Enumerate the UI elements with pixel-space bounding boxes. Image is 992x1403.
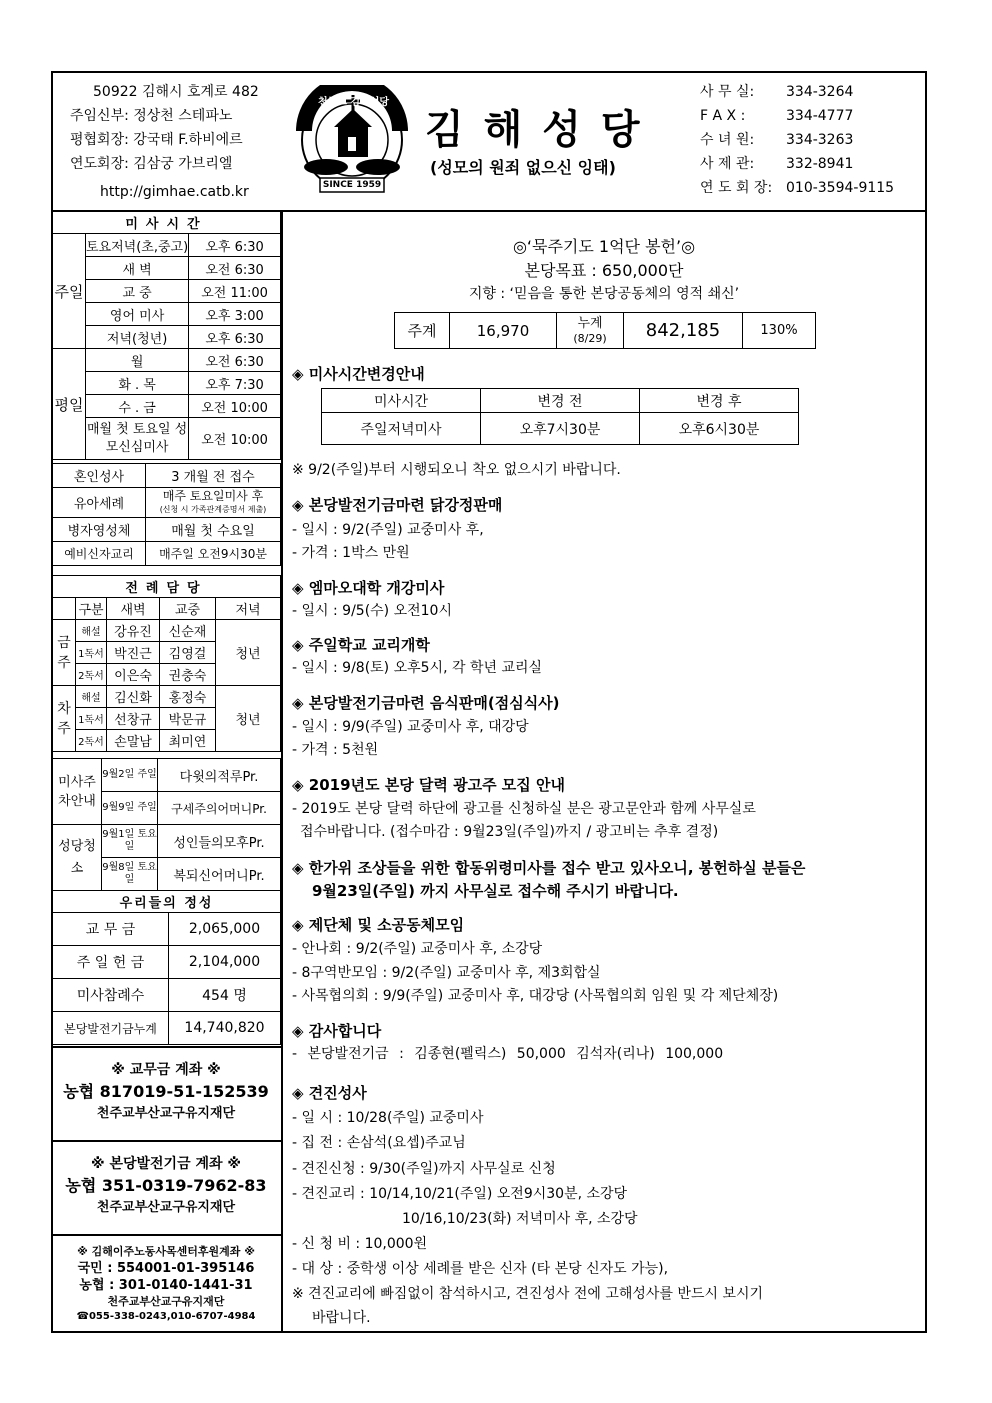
person: 신순재 — [160, 620, 216, 642]
notice-heading: ◈ 제단체 및 소공동체모임 — [292, 916, 465, 934]
person: 권충숙 — [160, 664, 216, 686]
mass-time: 오전 10:00 — [189, 395, 281, 418]
evening-group: 청년 — [216, 620, 281, 686]
mass-time: 오전 11:00 — [189, 280, 281, 303]
notice-line: - 안나회 : 9/2(주일) 교중미사 후, 소강당 — [292, 941, 543, 957]
offering-name: 주 일 헌 금 — [53, 946, 169, 979]
mass-name: 저녁(청년) — [86, 326, 189, 349]
notice-line: - 본당발전기금 : 김종현(펠릭스) 50,000 김석자(리나) 100,000 — [292, 1046, 724, 1062]
address: 50922 김해시 호계로 482 — [93, 84, 259, 100]
weekday-label: 평일 — [53, 349, 86, 460]
logo-text: 천주교 김해성당 — [317, 97, 390, 108]
liturgy-table — [52, 575, 281, 752]
contact-legion: 연 도 회 장: 010-3594-9115 — [700, 180, 895, 196]
notice-line: 바랍니다. — [312, 1310, 371, 1326]
account-owner: 천주교부산교구유지재단 — [107, 1295, 225, 1308]
page-title: 김해성당 — [425, 106, 660, 153]
notice-line: - 일시 : 9/9(주일) 교중미사 후, 대강당 — [292, 719, 529, 735]
offering-value: 2,104,000 — [169, 946, 281, 979]
notice-line: - 견진교리 : 10/14,10/21(주일) 오전9시30분, 소강당 — [292, 1186, 628, 1202]
notice-heading: ◈ 2019년도 본당 달력 광고주 모집 안내 — [292, 776, 565, 794]
offering-value: 454 명 — [169, 979, 281, 1012]
offering-table — [52, 890, 281, 1045]
change-col-header: 미사시간 — [322, 389, 481, 413]
person: 박진근 — [107, 642, 160, 664]
account-number: 국민 : 554001-01-395146 — [77, 1261, 255, 1276]
offering-name: 본당발전기금누계 — [53, 1012, 169, 1045]
page-subtitle: (성모의 원죄 없으신 잉태) — [430, 158, 616, 177]
week-label: 주계 — [395, 313, 450, 349]
pastor: 주임신부: 정상천 스테파노 — [70, 108, 233, 124]
next-week-label: 차주 — [53, 686, 76, 752]
notice-line: - 대 상 : 중학생 이상 세례를 받은 신자 (타 본당 신자도 가능), — [292, 1261, 669, 1277]
liturgy-heading: 전례담당 — [53, 576, 281, 598]
notice-line: - 2019도 본당 달력 하단에 광고를 신청하실 분은 광고문안과 함께 사무실로 — [292, 801, 756, 817]
account-box-3 — [51, 1234, 281, 1324]
change-cell: 오후6시30분 — [640, 413, 799, 445]
clean-label: 성당청소 — [53, 825, 102, 891]
notice-line: - 일시 : 9/5(수) 오전10시 — [292, 603, 452, 619]
notice-heading: ◈ 본당발전기금마련 음식판매(점심식사) — [292, 694, 560, 712]
notice-line: - 일시 : 9/2(주일) 교중미사 후, — [292, 522, 484, 538]
person: 최미연 — [160, 730, 216, 752]
contact-convent: 수 녀 원: 334-3263 — [700, 132, 854, 148]
mass-schedule-table — [52, 211, 281, 460]
account-number: 농협 351-0319-7962-83 — [65, 1176, 267, 1195]
mass-time: 오전 6:30 — [189, 349, 281, 372]
person: 손말남 — [107, 730, 160, 752]
notice-heading: ◈ 본당발전기금마련 닭강정판매 — [292, 496, 503, 514]
guide-table — [52, 758, 281, 891]
mass-time: 오후 3:00 — [189, 303, 281, 326]
person: 선창규 — [107, 708, 160, 730]
mass-time: 오후 6:30 — [189, 326, 281, 349]
sacrament-value: 매주 토요일미사 후 (신청 시 가족관계증명서 제출) — [146, 488, 281, 518]
mass-time: 오후 7:30 — [189, 372, 281, 395]
legion-president: 연도회장: 김삼궁 가브리엘 — [70, 156, 233, 172]
offering-name: 교 무 금 — [53, 913, 169, 946]
mass-time: 오전 6:30 — [189, 257, 281, 280]
rosary-count-table — [394, 312, 816, 349]
notice-heading: ◈ 감사합니다 — [292, 1022, 382, 1040]
sacrament-value: 매주일 오전9시30분 — [146, 542, 281, 566]
guide-group: 다윗의적루Pr. — [158, 759, 281, 792]
col-header: 새벽 — [107, 598, 160, 620]
guide-group: 성인들의모후Pr. — [158, 825, 281, 858]
person: 이은숙 — [107, 664, 160, 686]
account-number: 농협 817019-51-152539 — [63, 1082, 269, 1101]
rosary-goal: 본당목표 : 650,000단 — [524, 261, 684, 280]
mass-name: 매월 첫 토요일 성모신심미사 — [86, 418, 189, 460]
notice-line: ※ 견진교리에 빠짐없이 참석하시고, 견진성사 전에 고해성사를 반드시 보시기 — [292, 1286, 764, 1302]
account-box-1 — [51, 1046, 281, 1124]
notice-line: - 사목협의회 : 9/9(주일) 교중미사 후, 대강당 (사목협의회 임원 및 각 제단체장) — [292, 988, 779, 1004]
account-box-2 — [51, 1140, 281, 1218]
evening-group: 청년 — [216, 686, 281, 752]
contact-office: 사 무 실: 334-3264 — [700, 84, 854, 100]
logo-since: SINCE 1959 — [322, 180, 382, 190]
offering-name: 미사참례수 — [53, 979, 169, 1012]
total-label: 누계 (8/29) — [557, 313, 624, 349]
account-number: 농협 : 301-0140-1441-31 — [79, 1278, 253, 1293]
mass-name: 화 . 목 — [86, 372, 189, 395]
rosary-title: ◎‘묵주기도 1억단 봉헌’◎ — [512, 237, 696, 256]
role: 해설 — [76, 686, 107, 708]
column-divider — [281, 210, 283, 1333]
person: 김영걸 — [160, 642, 216, 664]
account-phone: ☎055-338-0243,010-6707-4984 — [76, 1311, 256, 1322]
account-title: ※ 김해이주노동사목센터후원계좌 ※ — [77, 1245, 255, 1258]
role: 2독서 — [76, 730, 107, 752]
col-header: 교중 — [160, 598, 216, 620]
role: 1독서 — [76, 642, 107, 664]
contact-rectory: 사 제 관: 332-8941 — [700, 156, 854, 172]
notice-heading: ◈ 주일학교 교리개학 — [292, 636, 430, 654]
sacrament-name: 예비신자교리 — [53, 542, 146, 566]
notice-line: - 일 시 : 10/28(주일) 교중미사 — [292, 1110, 484, 1126]
percent: 130% — [743, 313, 816, 349]
notice-line: 10/16,10/23(화) 저녁미사 후, 소강당 — [402, 1211, 638, 1227]
account-owner: 천주교부산교구유지재단 — [96, 1106, 236, 1121]
guide-date: 9월9일 주일 — [102, 792, 158, 825]
person: 박문규 — [160, 708, 216, 730]
notice-line: 접수바랍니다. (접수마감 : 9월23일(주일)까지 / 광고비는 추후 결정) — [300, 824, 719, 840]
account-title: ※ 본당발전기금 계좌 ※ — [90, 1156, 242, 1172]
guide-date: 9월2일 주일 — [102, 759, 158, 792]
change-cell: 오후7시30분 — [481, 413, 640, 445]
sacrament-value: 매월 첫 수요일 — [146, 518, 281, 542]
week-value: 16,970 — [450, 313, 557, 349]
change-col-header: 변경 전 — [481, 389, 640, 413]
notice-line: - 견진신청 : 9/30(주일)까지 사무실로 신청 — [292, 1161, 556, 1177]
mass-time: 오전 10:00 — [189, 418, 281, 460]
sacrament-name: 유아세례 — [53, 488, 146, 518]
notice-line: - 가격 : 5천원 — [292, 742, 379, 758]
notice-line: - 가격 : 1박스 만원 — [292, 545, 410, 561]
sacrament-table — [52, 463, 281, 566]
notice-heading: ◈ 견진성사 — [292, 1084, 367, 1102]
sacrament-name: 병자영성체 — [53, 518, 146, 542]
guide-date: 9월1일 토요일 — [102, 825, 158, 858]
guide-date: 9월8일 토요일 — [102, 858, 158, 891]
sunday-label: 주일 — [53, 234, 86, 349]
role: 1독서 — [76, 708, 107, 730]
notice-heading: ◈ 미사시간변경안내 — [292, 365, 425, 383]
council-president: 평협회장: 강국태 F.하비에르 — [70, 132, 243, 148]
mass-time: 오후 6:30 — [189, 234, 281, 257]
guide-group: 복되신어머니Pr. — [158, 858, 281, 891]
role: 해설 — [76, 620, 107, 642]
rosary-intent: 지향 : ‘믿음을 통한 본당공동체의 영적 쇄신’ — [468, 286, 740, 302]
parking-label: 미사주차안내 — [53, 759, 102, 825]
person: 김신화 — [107, 686, 160, 708]
offering-value: 14,740,820 — [169, 1012, 281, 1045]
notice-note: ※ 9/2(주일)부터 시행되오니 착오 없으시기 바랍니다. — [292, 462, 621, 478]
col-header: 구분 — [76, 598, 107, 620]
mass-name: 월 — [86, 349, 189, 372]
guide-group: 구세주의어머니Pr. — [158, 792, 281, 825]
notice-line: - 집 전 : 손삼석(요셉)주교님 — [292, 1135, 466, 1151]
person: 강유진 — [107, 620, 160, 642]
notice-line: 9월23일(주일) 까지 사무실로 접수해 주시기 바랍니다. — [312, 882, 679, 900]
mass-heading: 미사시간 — [53, 212, 281, 234]
mass-name: 새 벽 — [86, 257, 189, 280]
total-value: 842,185 — [624, 313, 743, 349]
offering-heading: 우리들의 정성 — [53, 891, 281, 913]
change-col-header: 변경 후 — [640, 389, 799, 413]
offering-value: 2,065,000 — [169, 913, 281, 946]
website-link[interactable]: http://gimhae.catb.kr — [100, 184, 249, 200]
change-cell: 주일저녁미사 — [322, 413, 481, 445]
sacrament-value: 3 개월 전 접수 — [146, 464, 281, 488]
account-owner: 천주교부산교구유지재단 — [96, 1200, 236, 1215]
person: 홍정숙 — [160, 686, 216, 708]
role: 2독서 — [76, 664, 107, 686]
notice-line: - 일시 : 9/8(토) 오후5시, 각 학년 교리실 — [292, 660, 543, 676]
mass-name: 수 . 금 — [86, 395, 189, 418]
contact-fax: F A X : 334-4777 — [700, 108, 854, 124]
mass-change-table — [321, 388, 799, 445]
col-header: 저녁 — [216, 598, 281, 620]
this-week-label: 금주 — [53, 620, 76, 686]
mass-name: 영어 미사 — [86, 303, 189, 326]
sacrament-name: 혼인성사 — [53, 464, 146, 488]
notice-heading: ◈ 한가위 조상들을 위한 합동위령미사를 접수 받고 있사오니, 봉헌하실 분들은 — [292, 859, 806, 877]
account-title: ※ 교무금 계좌 ※ — [111, 1062, 221, 1078]
notice-line: - 8구역반모임 : 9/2(주일) 교중미사 후, 제3회합실 — [292, 965, 601, 981]
mass-name: 토요저녁(초,중고) — [86, 234, 189, 257]
mass-name: 교 중 — [86, 280, 189, 303]
notice-line: - 신 청 비 : 10,000원 — [292, 1236, 428, 1252]
notice-heading: ◈ 엠마오대학 개강미사 — [292, 579, 445, 597]
